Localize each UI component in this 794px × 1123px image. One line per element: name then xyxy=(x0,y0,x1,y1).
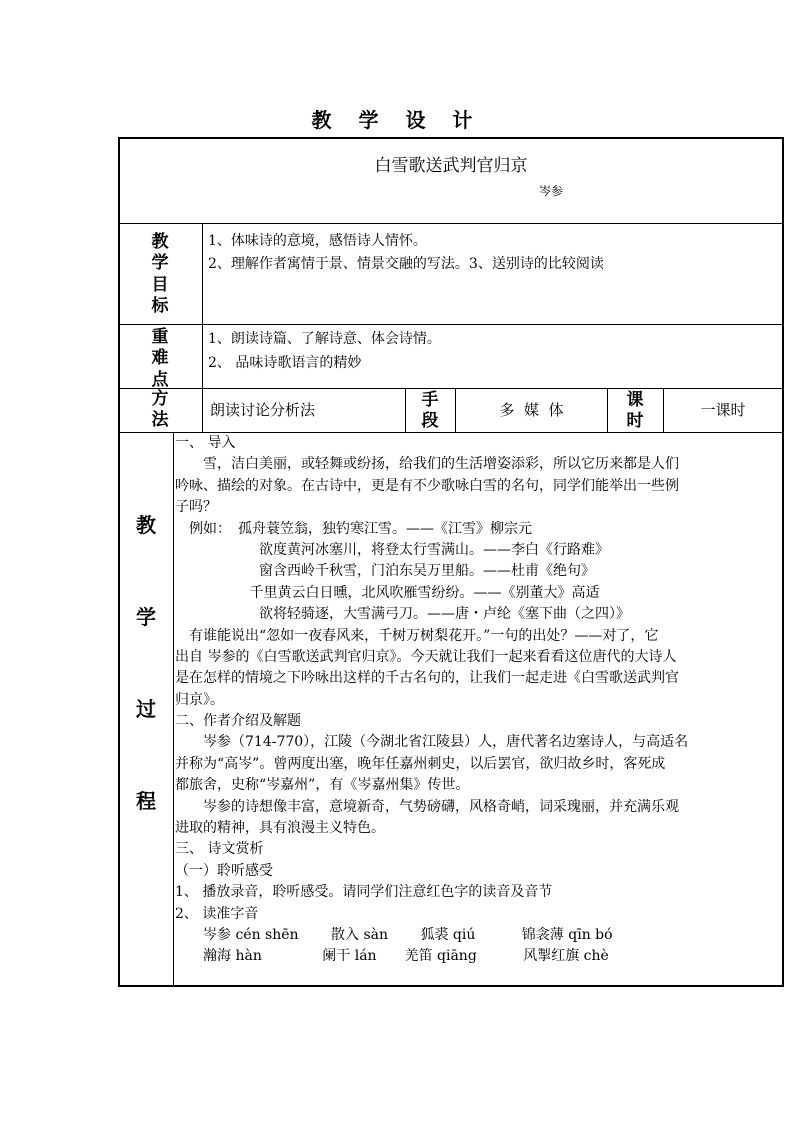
period-label-char: 课 xyxy=(626,390,644,410)
process-line: 二、作者介绍及解题 xyxy=(175,713,301,730)
column-divider xyxy=(173,433,174,985)
means-label xyxy=(410,390,450,433)
key-points-label-char: 重 xyxy=(151,327,169,347)
method-label-char: 方 xyxy=(151,389,169,409)
goals-label xyxy=(140,232,180,317)
method-label xyxy=(140,389,180,432)
period-value: 一课时 xyxy=(700,401,746,419)
key-points-label-char: 难 xyxy=(151,348,169,369)
process-line: 是在怎样的情境之下吟咏出这样的千古名句的，让我们一起走进《白雪歌送武判官 xyxy=(175,670,679,687)
period-label-char: 时 xyxy=(626,411,644,432)
column-divider xyxy=(607,389,608,432)
process-label-char: 程 xyxy=(136,789,156,813)
process-line: 千里黄云白日曛，北风吹雁雪纷纷。——《别董大》高适 xyxy=(175,584,600,601)
process-line: 雪，洁白美丽，或轻舞或纷扬，给我们的生活增姿添彩，所以它历来都是人们 xyxy=(175,456,679,473)
process-line: 2、 读准字音 xyxy=(175,905,259,922)
process-line: 都旅舍，史称“岑嘉州”，有《岑嘉州集》传世。 xyxy=(175,777,470,794)
document-title: 教 学 设 计 xyxy=(311,108,483,132)
process-line: 窗含西岭千秋雪，门泊东吴万里船。——杜甫《绝句》 xyxy=(175,563,595,580)
process-line: 1、 播放录音，聆听感受。请同学们注意红色字的读音及音节 xyxy=(175,884,553,901)
process-line: 例如： 孤舟蓑笠翁，独钓寒江雪。——《江雪》柳宗元 xyxy=(175,520,532,537)
process-line: 欲将轻骑逐，大雪满弓刀。——唐・卢纶《塞下曲（之四）》 xyxy=(175,606,630,623)
method-value: 朗读讨论分析法 xyxy=(210,401,316,419)
row-divider xyxy=(120,223,782,224)
period-label xyxy=(615,390,655,433)
process-line: （一）聆听感受 xyxy=(175,862,273,879)
goal-line: 2、理解作者寓情于景、情景交融的写法。3、送别诗的比较阅读 xyxy=(208,256,604,272)
process-content xyxy=(175,433,783,968)
process-line: 一、 导入 xyxy=(175,435,236,451)
method-label-char: 法 xyxy=(151,410,169,431)
goal-line: 1、体味诗的意境，感悟诗人情怀。 xyxy=(208,233,427,249)
goals-label-char: 学 xyxy=(151,253,169,274)
row-divider xyxy=(120,388,782,389)
process-label-char: 教 xyxy=(136,513,156,537)
process-label-char: 学 xyxy=(136,605,156,629)
process-line: 欲度黄河冰塞川，将登太行雪满山。——李白《行路难》 xyxy=(175,541,609,558)
means-label-char: 段 xyxy=(421,411,439,432)
goals-label-char: 标 xyxy=(151,295,169,316)
process-line: 岑参的诗想像丰富，意境新奇，气势磅礴，风格奇峭，词采瑰丽，并充满乐观 xyxy=(175,798,679,815)
key-point-line: 1、朗读诗篇、了解诗意、体会诗情。 xyxy=(208,331,441,347)
process-label-char: 过 xyxy=(136,697,156,721)
process-line: 岑参（714-770），江陵（今湖北省江陵县）人，唐代著名边塞诗人，与高适名 xyxy=(175,734,689,751)
process-line: 出自 岑参的《白雪歌送武判官归京》。今天就让我们一起来看看这位唐代的大诗人 xyxy=(175,648,677,665)
process-line: 吟咏、描绘的对象。在古诗中，更是有不少歌咏白雪的名句，同学们能举出一些例 xyxy=(175,477,679,494)
column-divider xyxy=(405,389,406,432)
row-divider xyxy=(120,324,782,325)
process-line: 并称为“高岑”。曾两度出塞，晚年任嘉州刺史，以后罢官，欲归故乡时，客死成 xyxy=(175,755,666,772)
process-line: 瀚海 hàn 阑干 lán 羌笛 qiāng 风掣红旗 chè xyxy=(175,948,609,965)
means-label-char: 手 xyxy=(421,390,439,410)
key-point-line: 2、 品味诗歌语言的精妙 xyxy=(208,355,362,371)
process-line: 有谁能说出“忽如一夜春风来，千树万树梨花开。”一句的出处？——对了，它 xyxy=(175,627,659,644)
means-value: 多 媒 体 xyxy=(499,401,564,419)
process-line: 三、 诗文赏析 xyxy=(175,841,264,858)
process-line: 进取的精神，具有浪漫主义特色。 xyxy=(175,820,385,837)
process-line: 归京》。 xyxy=(175,691,224,708)
lesson-plan-table xyxy=(118,137,784,987)
goals-label-char: 教 xyxy=(151,232,169,252)
goals-label-char: 目 xyxy=(151,274,169,295)
process-line: 子吗？ xyxy=(175,499,217,516)
poem-title: 白雪歌送武判官归京 xyxy=(374,156,528,176)
process-label xyxy=(126,479,166,847)
poem-author: 岑参 xyxy=(539,184,564,198)
column-divider xyxy=(202,224,203,432)
key-points-label-char: 点 xyxy=(151,369,169,390)
key-points-label xyxy=(140,327,180,391)
process-line: 岑参 cén shēn 散入 sàn 狐裘 qiú 锦衾薄 qīn bó xyxy=(175,926,613,943)
